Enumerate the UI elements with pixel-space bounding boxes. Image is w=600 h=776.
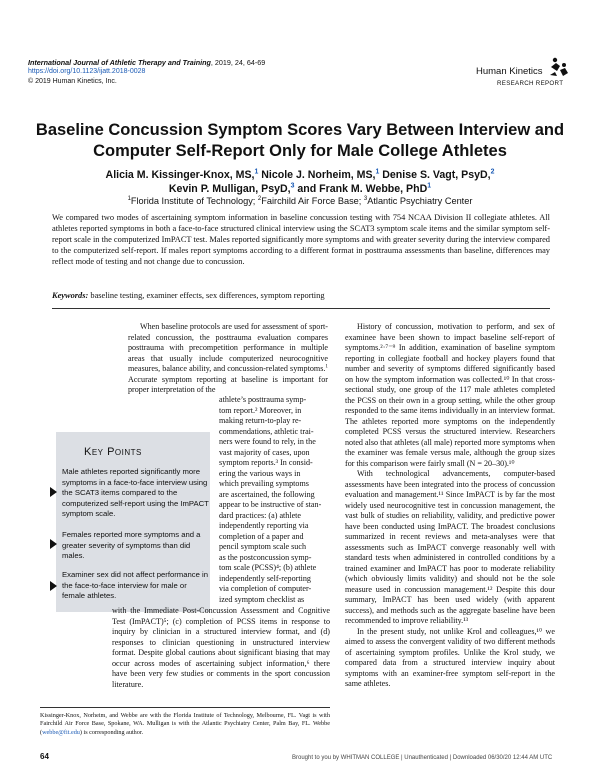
journal-title: International Journal of Athletic Therapy and Training xyxy=(28,58,211,67)
abstract: We compared two modes of ascertaining symptom information in baseline concussion testing with 754 NCAA Division II collegiate athletes. All athletes reported symptoms in both a face-to-face structured clinical interview using the SCAT3 symptom scale items and the similar symptom self-report scale in the computerized ImPACT test. Males reported significantly more symptoms and with greater severity during the interview compared to the computerized self-report. If males report symptoms according to a different format in posttrauma assessments than baseline, differences may reflect mode of testing and not change due to concussion. xyxy=(52,213,550,266)
doi-link[interactable]: https://doi.org/10.1123/ijatt.2018-0028 xyxy=(28,68,146,75)
key-point-item: Male athletes reported significantly more symptoms in a face-to-face interview using the SCAT3 items compared to the computerized self-report using the ImPACT symptom scale. xyxy=(62,467,209,518)
author: Denise S. Vagt, PsyD,$^2$ xyxy=(382,168,495,181)
body-right-column xyxy=(345,322,555,690)
article-type: RESEARCH REPORT xyxy=(497,80,564,87)
author: Alicia M. Kissinger-Knox, MS,$^1$ xyxy=(105,168,259,181)
download-notice: Brought to you by WHITMAN COLLEGE | Unauthenticated | Downloaded 06/30/20 12:44 AM UTC xyxy=(292,755,553,761)
body-paragraph: With technological advancements, computer-based assessments have been integrated into the process of concussion evaluation and management.¹¹ Since ImPACT is by far the most widely used neurocognitive test in concussion management, the vast bulk of studies on reliability, validity, and predictive power have been conducted using ImPACT. The broadest conclusions summarized in recent reviews and meta-analyses were that assessments such as ImPACT converge reasonably well with standard tests when administered in controlled conditions by a trained examiner and ImPACT has poor to moderate reliability (which obviously limits validity) and should not be the sole measure used in concussion management.¹² Despite this dour summary, ImPACT has been used widely (with apparent success), and methods such as the aggregate baseline have been recommended to improve reliability.¹³ xyxy=(345,469,555,625)
journal-citation xyxy=(28,58,265,67)
bullet-arrow-icon xyxy=(50,539,57,549)
body-paragraph: In the present study, not unlike Krol and colleagues,¹⁰ we aimed to assess the convergent validity of two different methods of ascertaining symptom profiles. Unlike the Krol study, we compared data from a structured interview inquiry about symptoms with an examiner-free symptom self-report in the same athletes. xyxy=(345,626,555,688)
email-link[interactable]: webbe@fit.edu xyxy=(42,728,80,736)
author: Nicole J. Norheim, MS,$^1$ xyxy=(261,168,380,181)
body-paragraph: History of concussion, motivation to perform, and sex of examinee have been shown to impact baseline self-report of symptoms.²·⁷⁻⁹ In addition, examination of baseline symptom reporting in collegiate football and hockey players found that number and severity of symptoms differed significantly based on how the symptom information was collected.¹⁰ In that cross-sectional study, one group of the 117 male athletes completed the PCSS on their own in a group setting, while the other group responded to the same items individually in an interview format. The athletes reported more symptoms on the independently completed PCSS versus the structured interview. Researchers noted also that athletes (all male) reported more symptoms when the examiner was female versus male, although the group sizes for this comparison were fairly small (N = 20–30).¹⁰ xyxy=(345,322,555,468)
bullet-arrow-icon xyxy=(50,581,57,591)
journal-issue: , 2019, 24, 64-69 xyxy=(210,58,266,67)
body-paragraph-wrap: athlete’s posttrauma symp- tom report.² Moreover, in making return-to-play re- commendations, athletic trai- ners were found to rely, in the vast majority of cases, upon symptom reports.³ In consid- ering the various ways in which prevailing symptoms are ascertained, the following appear to be instructive of stan- dard practices: (a) athlete independently reporting via completion of a paper and pencil symptom scale such as the postconcussion symp- tom scale (PCSS)⁴; (b) athlete independently self-reporting via completion of computer- ized symptom checklist as xyxy=(219,395,322,604)
body-paragraph-continued: with the Immediate Post-Concussion Assessment and Cognitive Test (ImPACT)⁵; (c) completion of PCSS items in response to inquiry by clinician in a structured interview format, and (d) responses to clinician questioning in unstructured interview format. Despite global cautions about significant biasing that may occur across modes of ascertaining subject information,⁶ there have been very few studies or comments in the sport concussion literature. xyxy=(112,606,330,689)
divider xyxy=(52,308,550,309)
human-kinetics-logo-icon xyxy=(548,56,570,78)
key-point-item: Examiner sex did not affect performance in the face-to-face interview for male or female athletes. xyxy=(62,570,208,600)
author: Kevin P. Mulligan, PsyD,$^3$ xyxy=(168,182,295,195)
article-title xyxy=(20,120,580,162)
keywords: Keywords: baseline testing, examiner effects, sex differences, symptom reporting xyxy=(52,291,325,300)
copyright: © 2019 Human Kinetics, Inc. xyxy=(28,78,117,85)
author-list xyxy=(70,168,530,196)
bullet-arrow-icon xyxy=(50,487,57,497)
key-points-title: Key Points xyxy=(84,446,142,458)
publisher-name: Human Kinetics xyxy=(476,66,543,77)
title-line-2: Computer Self-Report Only for Male College Athletes xyxy=(93,142,507,160)
affiliations: $^1$Florida Institute of Technology; $^2$Fairchild Air Force Base; $^3$Atlantic Psychiatry Center xyxy=(127,195,473,206)
author: and Frank M. Webbe, PhD$^1$ xyxy=(297,182,432,195)
key-point-item: Females reported more symptoms and a greater severity of symptoms than did males. xyxy=(62,530,201,560)
footnote-divider xyxy=(40,707,330,708)
page-number: 64 xyxy=(40,752,49,761)
title-line-1: Baseline Concussion Symptom Scores Vary Between Interview and xyxy=(35,121,565,139)
body-paragraph-intro: When baseline protocols are used for assessment of sport-related concussion, the posttrauma evaluation compares posttrauma with precompetition performance in multiple areas that usually include computerized neurocognitive measures, balance ability, and concussion-related symptoms.$^1$ Accurate symptom reporting at baseline is important for proper interpretation of the xyxy=(128,322,328,394)
footnote: Kissinger-Knox, Norheim, and Webbe are with the Florida Institute of Technology, Melbourne, FL. Vagt is with Fairchild Air Force Base, Spokane, WA. Mulligan is with the Atlantic Psychiatry Center, Palm Bay, FL. Webbe (webbe@fit.edu) is corresponding author. xyxy=(40,712,330,736)
